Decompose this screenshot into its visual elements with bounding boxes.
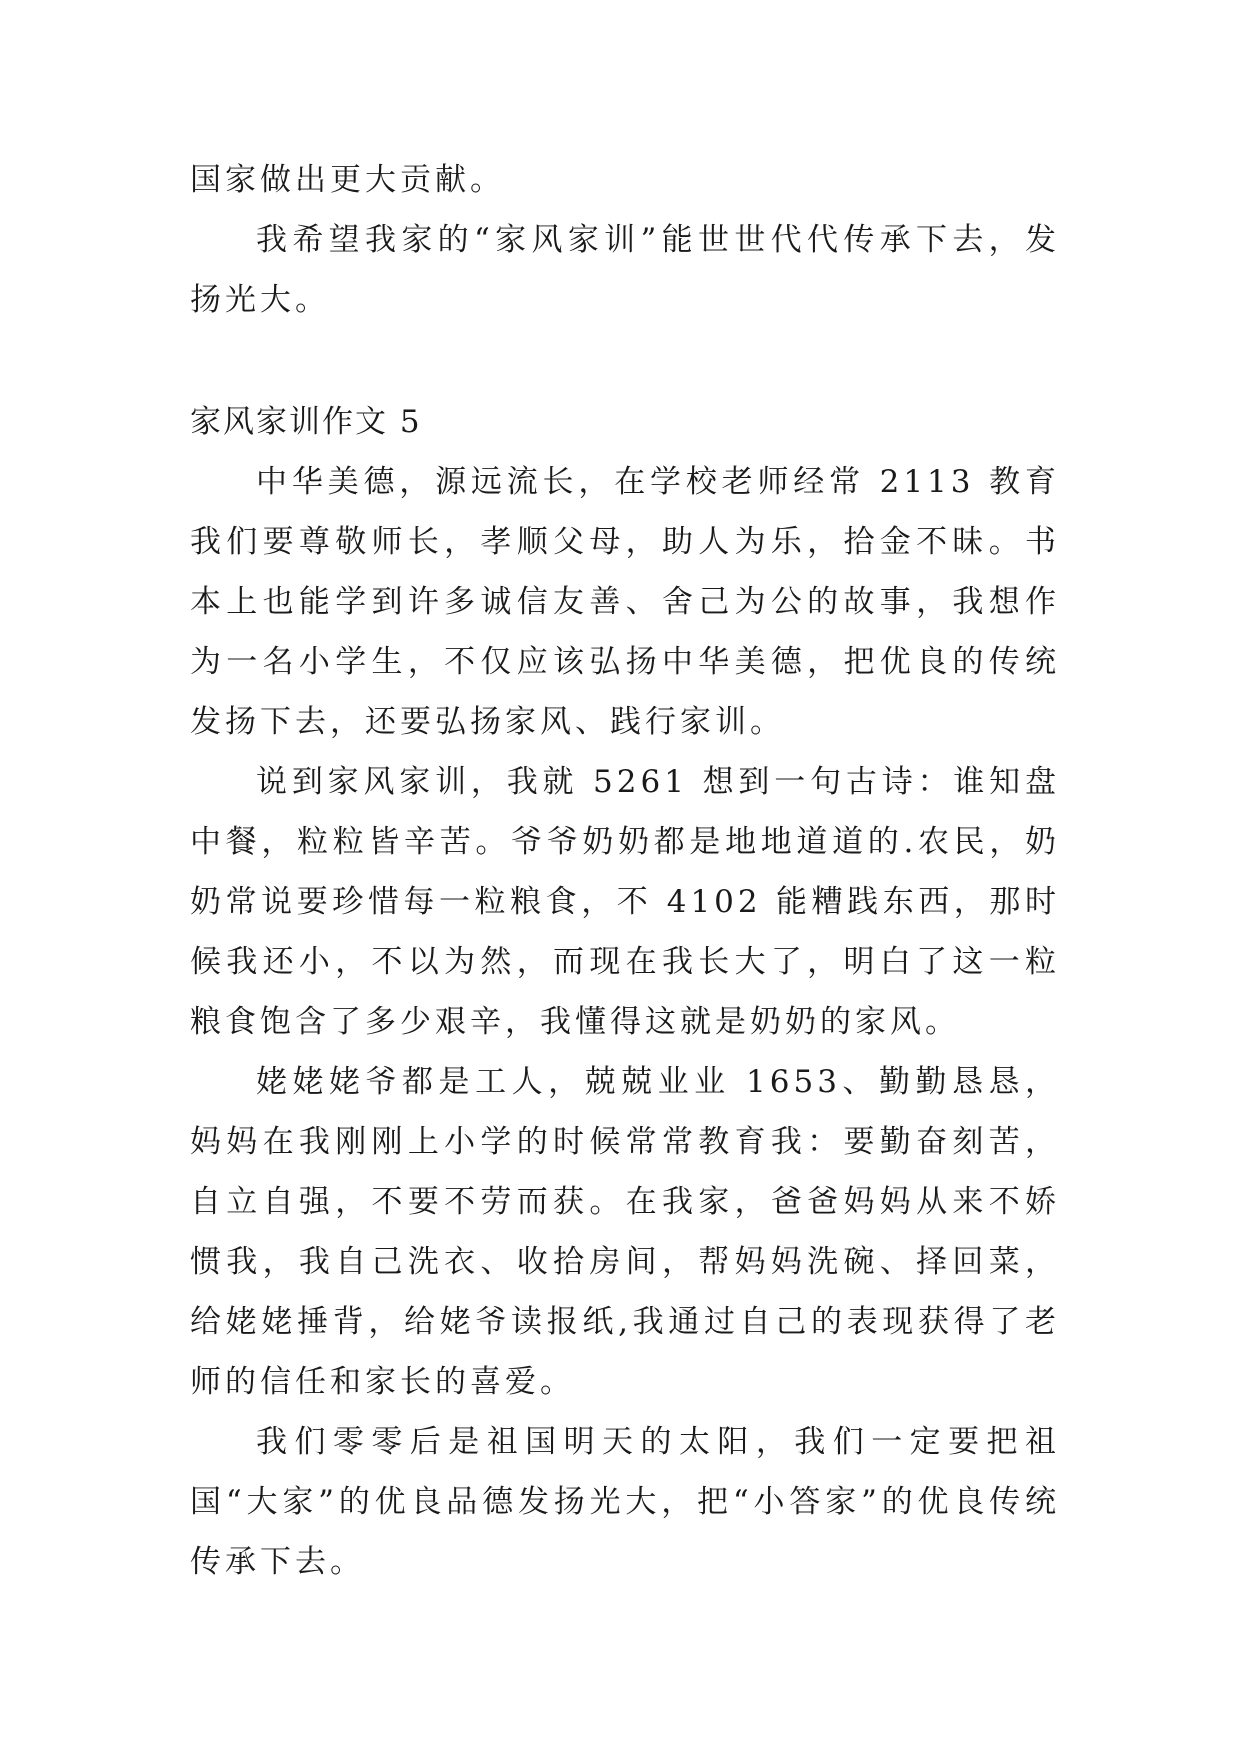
essay-paragraph: 我们零零后是祖国明天的太阳，我们一定要把祖国“大家”的优良品德发扬光大，把“小答家”的优良传统传承下去。 <box>190 1424 1060 1580</box>
essay-paragraph: 姥姥姥爷都是工人，兢兢业业 1653、勤勤恳恳，妈妈在我刚刚上小学的时候常常教育我：要勤奋刻苦，自立自强，不要不劳而获。在我家，爸爸妈妈从来不娇惯我，我自己洗衣、收拾房间，帮妈妈洗碗、择回菜，给姥姥捶背，给姥爷读报纸,我通过自己的表现获得了老师的信任和家长的喜爱。 <box>190 1064 1060 1400</box>
essay-body <box>190 452 1060 1592</box>
closing-paragraph: 我希望我家的“家风家训”能世世代代传承下去，发扬光大。 <box>190 222 1060 318</box>
essay-title: 家风家训作文 5 <box>190 404 422 440</box>
continuation-line: 国家做出更大贡献。 <box>190 162 505 198</box>
essay-paragraph: 说到家风家训，我就 5261 想到一句古诗：谁知盘中餐，粒粒皆辛苦。爷爷奶奶都是地地道道的.农民，奶奶常说要珍惜每一粒粮食，不 4102 能糟践东西，那时候我还小，不以为然，而现在我长大了，明白了这一粒粮食饱含了多少艰辛，我懂得这就是奶奶的家风。 <box>190 764 1060 1040</box>
previous-essay-ending <box>190 150 1060 330</box>
essay-paragraph: 中华美德，源远流长，在学校老师经常 2113 教育我们要尊敬师长，孝顺父母，助人为乐，拾金不昧。书本上也能学到许多诚信友善、舍己为公的故事，我想作为一名小学生，不仅应该弘扬中华美德，把优良的传统发扬下去，还要弘扬家风、践行家训。 <box>190 464 1060 740</box>
